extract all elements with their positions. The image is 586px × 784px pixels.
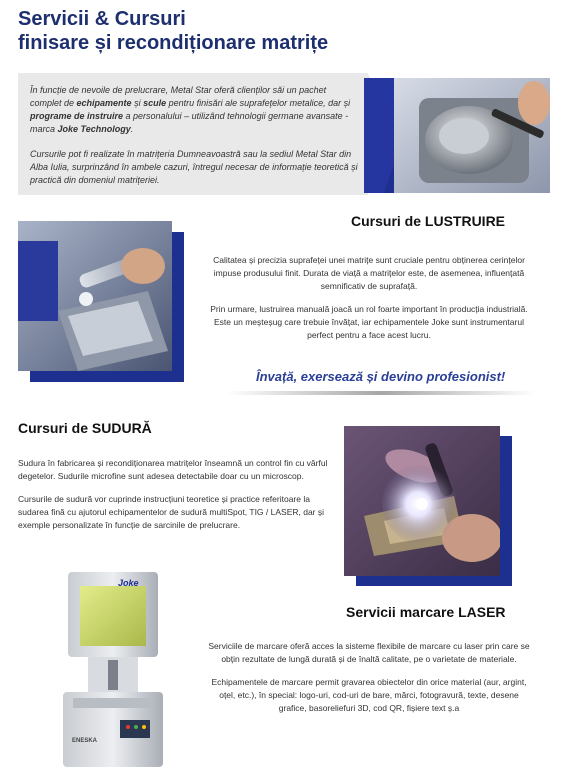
intro-photo [364, 78, 550, 193]
sudura-photo [344, 426, 500, 576]
laser-text [206, 640, 532, 725]
sudura-title: Cursuri de SUDURĂ [18, 420, 152, 436]
slogan-underline [226, 391, 536, 395]
laser-paragraph-2: Echipamentele de marcare permit gravarea obiectelor din orice material (aur, argint, oțel, etc.), în special: logo-uri, cod-uri de bare, mărci, fotogravură, texte, desene grafice, basoreliefuri 3D, cod QR, fișiere text ș.a [211, 677, 527, 713]
laser-machine [58, 572, 168, 770]
laser-title: Servicii marcare LASER [346, 604, 506, 620]
title-line-1: Servicii & Cursuri [18, 8, 186, 30]
lustruire-text [206, 254, 532, 352]
lustruire-paragraph-2: Prin urmare, lustruirea manuală joacă un rol foarte important în producția industrială. Este un meșteșug care trebuie învățat, iar echipamentele Joke sunt instrumentarul perfect pentru a face acest lucru. [210, 304, 528, 340]
machine-label: ENESKA [72, 738, 98, 744]
machine-brand: Joke [118, 578, 139, 588]
sudura-paragraph-1: Sudura în fabricarea și recondiționarea matrițelor înseamnă un control fin cu vârful degetelor. Sudurile microfine sunt adesea detectabile doar cu un microscop. [18, 458, 328, 481]
intro-paragraph-1: În funcție de nevoile de prelucrare, Metal Star oferă clienților săi un pachet complet de echipamente și scule pentru finisări ale suprafețelor metalice, dar și programe de instruire a personalului – utilizând tehnologii germane avansate - marca Joke Technology. [30, 85, 351, 134]
lustruire-slogan: Învață, exersează și devino profesionist! [256, 369, 506, 384]
page-title [18, 7, 328, 55]
lustruire-paragraph-1: Calitatea și precizia suprafeței unei matrițe sunt cruciale pentru obținerea cerințelor impuse produsului finit. Durata de viață a matrițelor este, de asemenea, influențată semnificativ de suprafață. [213, 255, 525, 291]
title-line-2: finisare și recondiționare matrițe [18, 32, 329, 54]
laser-paragraph-1: Serviciile de marcare oferă acces la sisteme flexibile de marcare cu laser prin care se obțin rezultate de lungă durată și de înaltă calitate, pe o varietate de materiale. [208, 641, 530, 664]
lustruire-title: Cursuri de LUSTRUIRE [351, 213, 506, 229]
intro-paragraph-2: Cursurile pot fi realizate în matrițeria Dumneavoastră sau la sediul Metal Star din Alba Iulia, surprinzând în ambele cazuri, întregul necesar de informație teoretică și practică din domeniul matrițeriei. [30, 149, 358, 185]
sudura-paragraph-2: Cursurile de sudură vor cuprinde instrucțiuni teoretice și practice referitoare la sudarea fină cu ajutorul echipamentelor de sudură multiSpot, TIG / LASER, dar și exemple personalizate în funcție de sarcinile de prelucrare. [18, 494, 325, 530]
intro-text [30, 84, 360, 199]
sudura-text [18, 457, 336, 542]
lustruire-photo [18, 221, 172, 371]
